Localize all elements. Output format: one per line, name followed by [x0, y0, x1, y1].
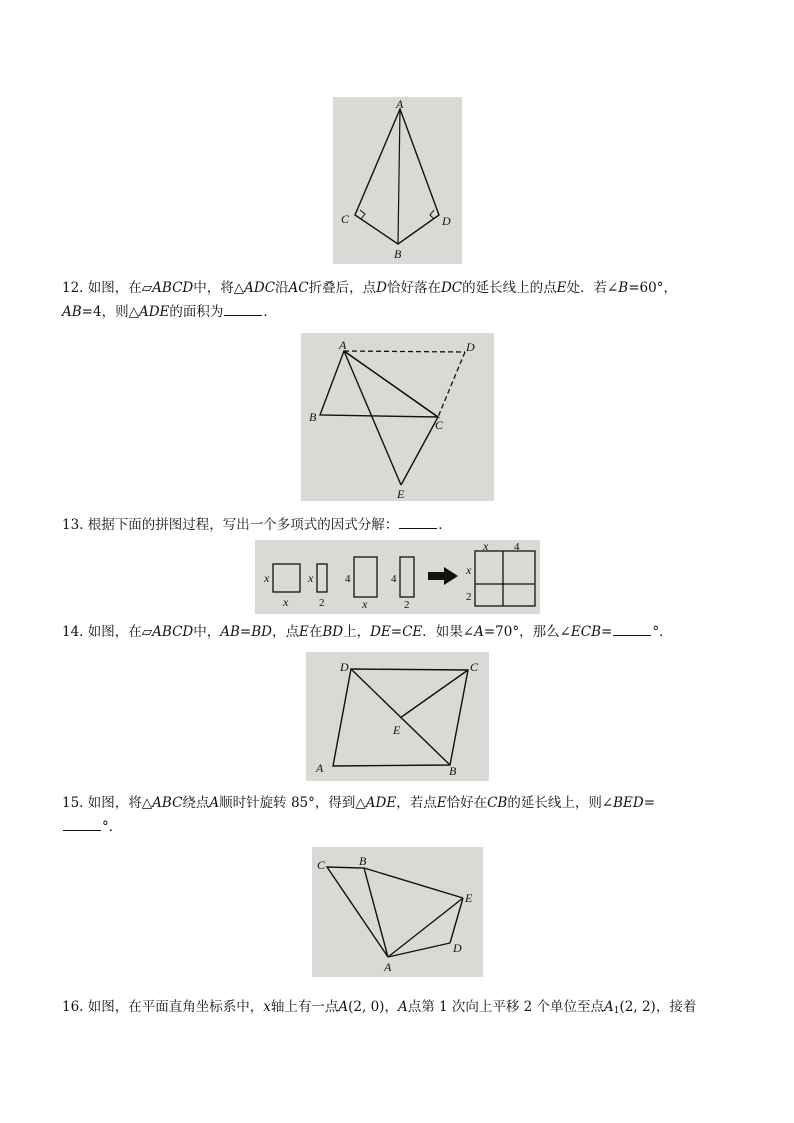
q16-text: 轴上有一点 [270, 999, 339, 1015]
q12-text: 中，将△ [193, 280, 245, 296]
q14-var: ABCD [152, 624, 194, 640]
q14-number: 14. [62, 624, 84, 640]
q16-text: (2, 2)，接着 [619, 999, 697, 1015]
tile-label: 2 [466, 591, 472, 603]
q15-var: E [436, 795, 447, 811]
q15-text: °． [102, 819, 123, 835]
q14-text: 在 [308, 624, 323, 640]
q14-var: BD [322, 624, 344, 640]
q14-text: = [239, 624, 252, 640]
q12-var: ADE [138, 304, 170, 320]
answer-blank[interactable] [399, 514, 437, 529]
q14-var: A [474, 624, 484, 640]
para-label-d: D [340, 660, 349, 674]
q12-var: AB [62, 304, 82, 320]
fold-label-b: B [309, 410, 317, 424]
q15-var: BED [613, 795, 644, 811]
question-15-line-2 [62, 815, 122, 839]
q15-text: = [643, 795, 656, 811]
q12-var: ADC [244, 280, 276, 296]
q16-text: 点第 1 次向上平移 2 个单位至点 [407, 999, 605, 1015]
q16-var: x [263, 999, 271, 1015]
tile-label: x [308, 571, 314, 585]
q16-var: A [397, 999, 408, 1015]
figure-kite [333, 97, 462, 264]
q12-text: =4，则△ [81, 304, 139, 320]
tile-label: 4 [345, 573, 351, 585]
q14-text: = [390, 624, 403, 640]
q12-text: 如图，在 [87, 280, 142, 296]
q13-text: ． [438, 517, 452, 533]
q15-text: 绕点 [182, 795, 210, 811]
fold-label-d: D [466, 340, 475, 354]
q12-text: 恰好落在 [386, 280, 441, 296]
q12-text: 的面积为 [169, 304, 224, 320]
q14-text: 上， [343, 624, 371, 640]
tile-label: 2 [319, 597, 325, 609]
q14-text: =70°，那么∠ [483, 624, 571, 640]
rot-label-a: A [384, 960, 392, 974]
q12-text: ． [263, 304, 277, 320]
q15-text: 如图，将△ [87, 795, 153, 811]
rot-label-d: D [453, 941, 462, 955]
q14-text: °． [652, 624, 673, 640]
q16-number: 16. [62, 999, 84, 1015]
figure-fold [301, 333, 494, 501]
tile-label: x [362, 597, 368, 611]
q12-var: D [376, 280, 387, 296]
q14-text: ．如果∠ [422, 624, 475, 640]
q12-var: DC [440, 280, 463, 296]
q14-var: E [298, 624, 309, 640]
tile-label: 4 [391, 573, 397, 585]
rot-label-e: E [465, 891, 473, 905]
parallelogram-symbol: ▱ [141, 280, 153, 296]
q12-text: 处．若∠ [566, 280, 619, 296]
q14-text: 如图，在 [87, 624, 142, 640]
question-14 [62, 620, 673, 644]
q16-var: A [338, 999, 349, 1015]
para-label-a: A [316, 761, 324, 775]
q12-var: B [618, 280, 629, 296]
q12-var: E [556, 280, 567, 296]
kite-label-a: A [396, 97, 404, 111]
q15-var: ABC [152, 795, 183, 811]
q15-text: 的延长线上，则∠ [507, 795, 614, 811]
tile-label: 4 [514, 541, 520, 553]
q15-text: 顺时针旋转 85°，得到△ [219, 795, 366, 811]
question-16 [62, 995, 696, 1023]
tile-label: x [483, 540, 489, 553]
question-12 [62, 276, 677, 300]
tile-label: 2 [404, 599, 410, 611]
fold-label-c: C [435, 418, 444, 432]
q13-text: 根据下面的拼图过程，写出一个多项式的因式分解： [87, 517, 399, 533]
kite-label-b: B [394, 247, 402, 261]
q14-var: BD [251, 624, 272, 640]
question-13 [62, 513, 452, 537]
rot-label-b: B [359, 854, 367, 868]
q12-number: 12. [62, 280, 84, 296]
q14-var: ECB [570, 624, 602, 640]
kite-label-c: C [341, 212, 350, 226]
q12-text: 折叠后，点 [308, 280, 377, 296]
q12-var: ABCD [152, 280, 194, 296]
tile-label: x [283, 595, 289, 609]
answer-blank[interactable] [613, 621, 651, 636]
q14-var: CE [402, 624, 423, 640]
fold-label-e: E [397, 487, 405, 501]
tile-label: x [264, 571, 270, 585]
figure-parallelogram [306, 652, 489, 781]
fold-label-a: A [339, 338, 347, 352]
para-label-c: C [470, 660, 479, 674]
para-label-b: B [449, 764, 457, 778]
answer-blank[interactable] [63, 816, 101, 831]
q14-var: DE [370, 624, 391, 640]
q12-text: 的延长线上的点 [462, 280, 557, 296]
q16-subscript: 1 [613, 1006, 620, 1016]
q12-text: =60°， [628, 280, 677, 296]
para-label-e: E [393, 723, 401, 737]
tile-label: x [466, 563, 472, 577]
q15-text: 恰好在 [446, 795, 488, 811]
rot-label-c: C [317, 858, 326, 872]
question-12-line-2 [62, 300, 277, 324]
q12-text: 沿 [275, 280, 289, 296]
q14-var: AB [220, 624, 240, 640]
q15-var: ADE [365, 795, 397, 811]
q13-number: 13. [62, 517, 84, 533]
q16-text: 如图，在平面直角坐标系中， [87, 999, 264, 1015]
figure-rotation [312, 847, 483, 977]
q15-number: 15. [62, 795, 84, 811]
q16-text: (2, 0)， [348, 999, 398, 1015]
q14-text: 中， [193, 624, 221, 640]
figure-tiles [255, 540, 540, 614]
q14-text: ，点 [271, 624, 299, 640]
q14-text: = [601, 624, 613, 640]
parallelogram-symbol: ▱ [141, 624, 153, 640]
kite-label-d: D [442, 214, 451, 228]
q15-var: A [209, 795, 220, 811]
q15-var: CB [487, 795, 508, 811]
q12-var: AC [288, 280, 309, 296]
q16-var: A [604, 999, 614, 1015]
answer-blank[interactable] [224, 301, 262, 316]
question-15 [62, 791, 655, 815]
q15-text: ，若点 [396, 795, 437, 811]
